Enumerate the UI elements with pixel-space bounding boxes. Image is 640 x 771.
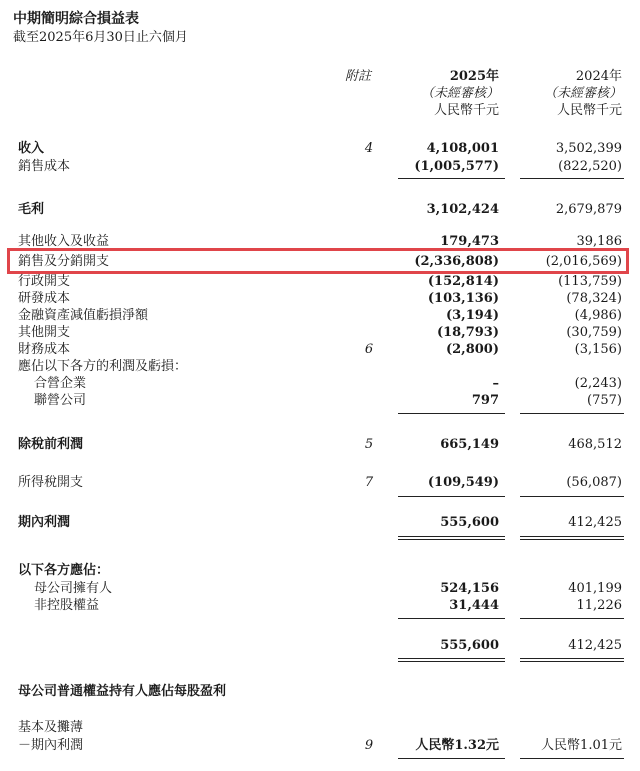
value-2025-selling: (2,336,808) [414, 254, 499, 269]
value-2025-associates: 797 [471, 393, 499, 408]
value-2024-finance-costs: (3,156) [574, 342, 622, 357]
page-title: 中期簡明綜合損益表 [13, 11, 139, 27]
value-2025-impairment: (3,194) [445, 308, 499, 323]
subtotal-rule [398, 413, 505, 414]
note-profit-before-tax: 5 [364, 437, 374, 452]
note-finance-costs: 6 [364, 342, 374, 357]
subtotal-rule [398, 178, 505, 179]
value-2025-eps: 人民幣1.32元 [415, 738, 499, 753]
row-label-owners: 母公司擁有人 [34, 581, 113, 596]
subtotal-rule [520, 178, 624, 179]
total-double-rule [398, 658, 505, 662]
subtotal-rule [398, 618, 505, 619]
row-label-rnd: 研發成本 [18, 291, 71, 306]
total-double-rule [398, 536, 505, 540]
value-2024-total: 412,425 [568, 638, 622, 653]
eps-rule [398, 758, 505, 759]
value-2025-other-expenses: (18,793) [436, 325, 499, 340]
row-label-attributable: 以下各方應佔： [18, 563, 110, 578]
row-label-revenue: 收入 [18, 141, 45, 156]
subtotal-rule [520, 618, 624, 619]
total-double-rule [520, 658, 624, 662]
highlight-box [7, 248, 629, 274]
value-2025-non-controlling: 31,444 [449, 598, 499, 613]
value-2025-joint-ventures: – [492, 376, 499, 391]
value-2025-profit-before-tax: 665,149 [440, 437, 499, 452]
value-2024-other-expenses: (30,759) [566, 325, 622, 340]
value-2024-selling: (2,016,569) [545, 254, 622, 269]
subtotal-rule [398, 496, 505, 497]
value-2025-profit-for-period: 555,600 [440, 515, 499, 530]
row-label-profit-before-tax: 除稅前利潤 [18, 437, 84, 452]
value-2024-joint-ventures: (2,243) [574, 376, 622, 391]
row-label-selling: 銷售及分銷開支 [18, 254, 110, 269]
row-label-gross-profit: 毛利 [18, 202, 45, 217]
col-2024-year: 2024年 [575, 69, 622, 84]
row-label-admin: 行政開支 [18, 274, 71, 289]
value-2024-cost-of-sales: (822,520) [558, 159, 622, 174]
subtotal-rule [520, 496, 624, 497]
value-2025-other-income: 179,473 [440, 234, 499, 249]
subtotal-rule [520, 413, 624, 414]
col-2025-unit: 人民幣千元 [433, 103, 499, 118]
value-2025-total: 555,600 [440, 638, 499, 653]
value-2025-income-tax: (109,549) [427, 475, 499, 490]
value-2025-rnd: (103,136) [427, 291, 499, 306]
note-eps: 9 [364, 738, 374, 753]
value-2024-rnd: (78,324) [566, 291, 622, 306]
value-2024-impairment: (4,986) [574, 308, 622, 323]
row-label-income-tax: 所得稅開支 [18, 475, 84, 490]
page-subtitle: 截至2025年6月30日止六個月 [13, 30, 188, 45]
value-2024-admin: (113,759) [558, 274, 622, 289]
value-2025-admin: (152,814) [427, 274, 499, 289]
row-label-profit-for-period: 期內利潤 [18, 515, 71, 530]
value-2025-cost-of-sales: (1,005,577) [414, 159, 499, 174]
col-2025-audit: （未經審核） [420, 86, 499, 101]
value-2024-other-income: 39,186 [576, 234, 622, 249]
value-2025-finance-costs: (2,800) [445, 342, 499, 357]
row-label-cost-of-sales: 銷售成本 [18, 159, 71, 174]
row-label-finance-costs: 財務成本 [18, 342, 71, 357]
value-2025-revenue: 4,108,001 [426, 141, 499, 156]
value-2025-owners: 524,156 [440, 581, 499, 596]
row-label-joint-ventures: 合營企業 [34, 376, 87, 391]
note-revenue: 4 [364, 141, 374, 156]
row-label-share-of: 應佔以下各方的利潤及虧損： [18, 359, 188, 374]
value-2024-revenue: 3,502,399 [555, 141, 622, 156]
row-label-other-expenses: 其他開支 [18, 325, 71, 340]
eps-rule [520, 758, 624, 759]
value-2024-income-tax: (56,087) [566, 475, 622, 490]
notes-header: 附註 [345, 69, 372, 84]
note-income-tax: 7 [364, 475, 374, 490]
row-label-other-income: 其他收入及收益 [18, 234, 110, 249]
row-label-associates: 聯營公司 [34, 393, 87, 408]
value-2024-associates: (757) [587, 393, 622, 408]
col-2024-audit: （未經審核） [543, 86, 622, 101]
row-label-non-controlling: 非控股權益 [34, 598, 100, 613]
col-2024-unit: 人民幣千元 [556, 103, 622, 118]
value-2024-profit-before-tax: 468,512 [568, 437, 622, 452]
row-label-eps-title: 母公司普通權益持有人應佔每股盈利 [18, 684, 227, 699]
value-2024-owners: 401,199 [568, 581, 622, 596]
value-2024-profit-for-period: 412,425 [568, 515, 622, 530]
col-2025-year: 2025年 [449, 69, 499, 84]
value-2025-gross-profit: 3,102,424 [426, 202, 499, 217]
row-label-basic-diluted: 基本及攤薄 [18, 720, 84, 735]
row-label-eps-period: －期內利潤 [18, 738, 84, 753]
value-2024-eps: 人民幣1.01元 [541, 738, 622, 753]
row-label-impairment: 金融資產減值虧損淨額 [18, 308, 149, 323]
value-2024-non-controlling: 11,226 [576, 598, 622, 613]
value-2024-gross-profit: 2,679,879 [555, 202, 622, 217]
total-double-rule [520, 536, 624, 540]
